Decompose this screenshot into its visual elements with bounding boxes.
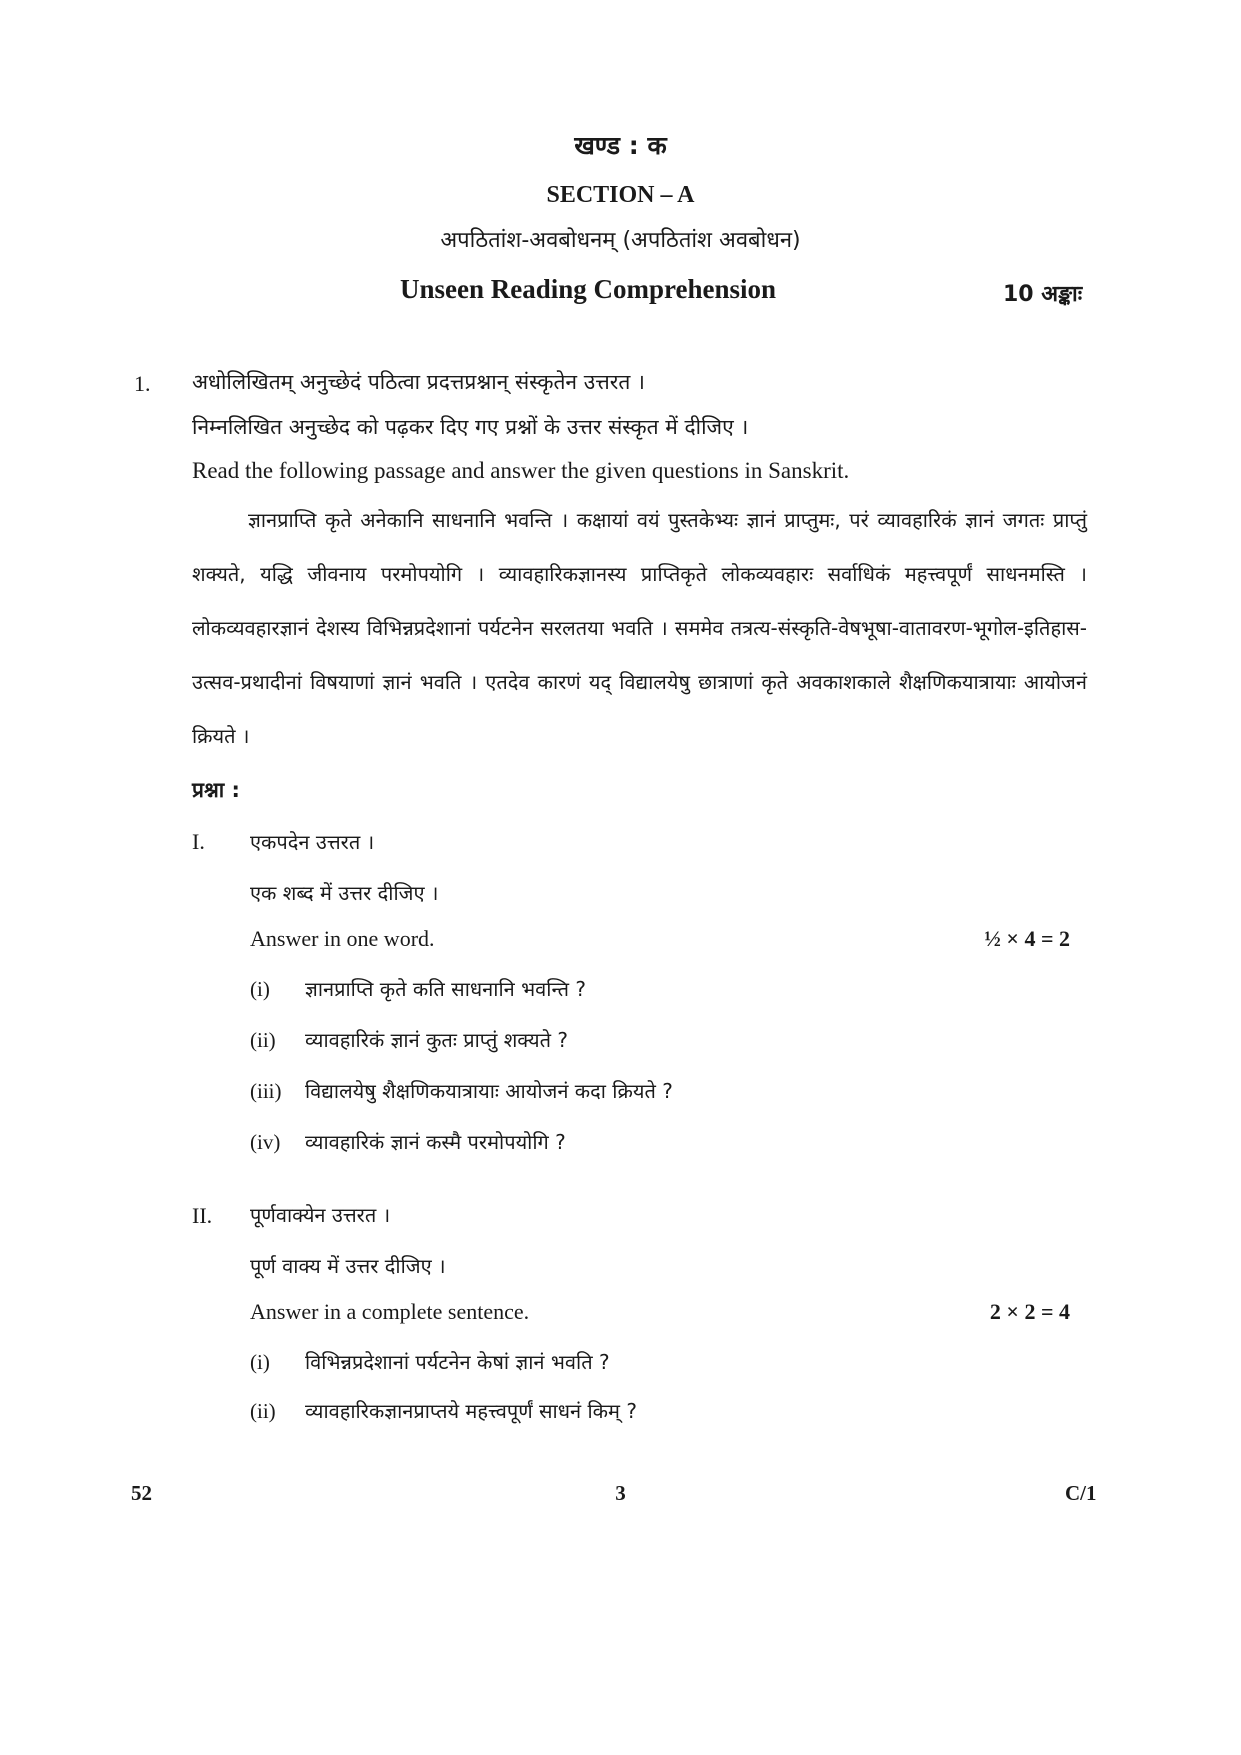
part1-instruction-hindi: एक शब्द में उत्तर दीजिए ।	[250, 881, 439, 905]
part1-instruction-sanskrit: एकपदेन उत्तरत ।	[250, 830, 375, 854]
section-subtitle: अपठितांश-अवबोधनम् (अपठितांश अवबोधन)	[440, 228, 801, 253]
footer-page-number: 3	[615, 1481, 626, 1505]
part1-q4-label: (iv)	[250, 1130, 281, 1154]
part2-instruction-hindi: पूर्ण वाक्य में उत्तर दीजिए ।	[250, 1254, 446, 1278]
part2-q2-text: व्यावहारिकज्ञानप्राप्तये महत्त्वपूर्णं साधनं किम् ?	[305, 1399, 637, 1423]
question-number: 1.	[134, 371, 151, 396]
part2-instruction-sanskrit: पूर्णवाक्येन उत्तरत ।	[250, 1203, 391, 1227]
footer-paper-code: 52	[131, 1481, 152, 1505]
instruction-sanskrit: अधोलिखितम् अनुच्छेदं पठित्वा प्रदत्तप्रश्नान् संस्कृतेन उत्तरत ।	[192, 370, 645, 394]
khand-heading: खण्ड : क	[574, 131, 667, 160]
part1-q2-label: (ii)	[250, 1028, 276, 1052]
part2-q1-text: विभिन्नप्रदेशानां पर्यटनेन केषां ज्ञानं भवति ?	[305, 1350, 610, 1374]
part2-instruction-english: Answer in a complete sentence.	[250, 1299, 530, 1324]
part1-instruction-english: Answer in one word.	[250, 926, 435, 951]
part1-marks: ½ × 4 = 2	[984, 926, 1070, 951]
part1-q2-text: व्यावहारिकं ज्ञानं कुतः प्राप्तुं शक्यते ?	[305, 1028, 568, 1052]
footer-set-code: C/1	[1065, 1481, 1097, 1505]
part2-q1-label: (i)	[250, 1350, 270, 1374]
part2-marks: 2 × 2 = 4	[989, 1299, 1070, 1324]
part1-q1-text: ज्ञानप्राप्ति कृते कति साधनानि भवन्ति ?	[305, 977, 586, 1001]
reading-passage: ज्ञानप्राप्ति कृते अनेकानि साधनानि भवन्ति । कक्षायां वयं पुस्तकेभ्यः ज्ञानं प्राप्तुमः, परं व्यावहारिकं ज्ञानं जगतः प्राप्तुं शक्यते, यद्धि जीवनाय परमोपयोगि । व्यावहारिकज्ञानस्य प्राप्तिकृते लोकव्यवहारः सर्वाधिकं महत्त्वपूर्णं साधनमस्ति । लोकव्यवहारज्ञानं देशस्य विभिन्नप्रदेशानां पर्यटनेन सरलतया भवति । सममेव तत्रत्य-संस्कृति-वेषभूषा-वातावरण-भूगोल-इतिहास-उत्सव-प्रथादीनां विषयाणां ज्ञानं भवति । एतदेव कारणं यद् विद्यालयेषु छात्राणां कृते अवकाशकाले शैक्षणिकयात्रायाः आयोजनं क्रियते ।	[192, 508, 1087, 748]
questions-label: प्रश्ना :	[192, 778, 240, 802]
section-heading: SECTION – A	[546, 182, 695, 208]
total-marks: 10 अङ्काः	[1003, 282, 1083, 307]
part2-q2-label: (ii)	[250, 1399, 276, 1423]
instruction-english: Read the following passage and answer the given questions in Sanskrit.	[192, 458, 850, 483]
part1-q4-text: व्यावहारिकं ज्ञानं कस्मै परमोपयोगि ?	[305, 1130, 566, 1154]
part1-q3-label: (iii)	[250, 1079, 282, 1103]
section-title: Unseen Reading Comprehension	[400, 274, 777, 304]
part1-q3-text: विद्यालयेषु शैक्षणिकयात्रायाः आयोजनं कदा क्रियते ?	[305, 1079, 673, 1103]
part1-q1-label: (i)	[250, 977, 270, 1001]
part2-roman: II.	[192, 1203, 213, 1228]
instruction-hindi: निम्नलिखित अनुच्छेद को पढ़कर दिए गए प्रश्नों के उत्तर संस्कृत में दीजिए ।	[192, 415, 749, 439]
part1-roman: I.	[192, 829, 205, 854]
